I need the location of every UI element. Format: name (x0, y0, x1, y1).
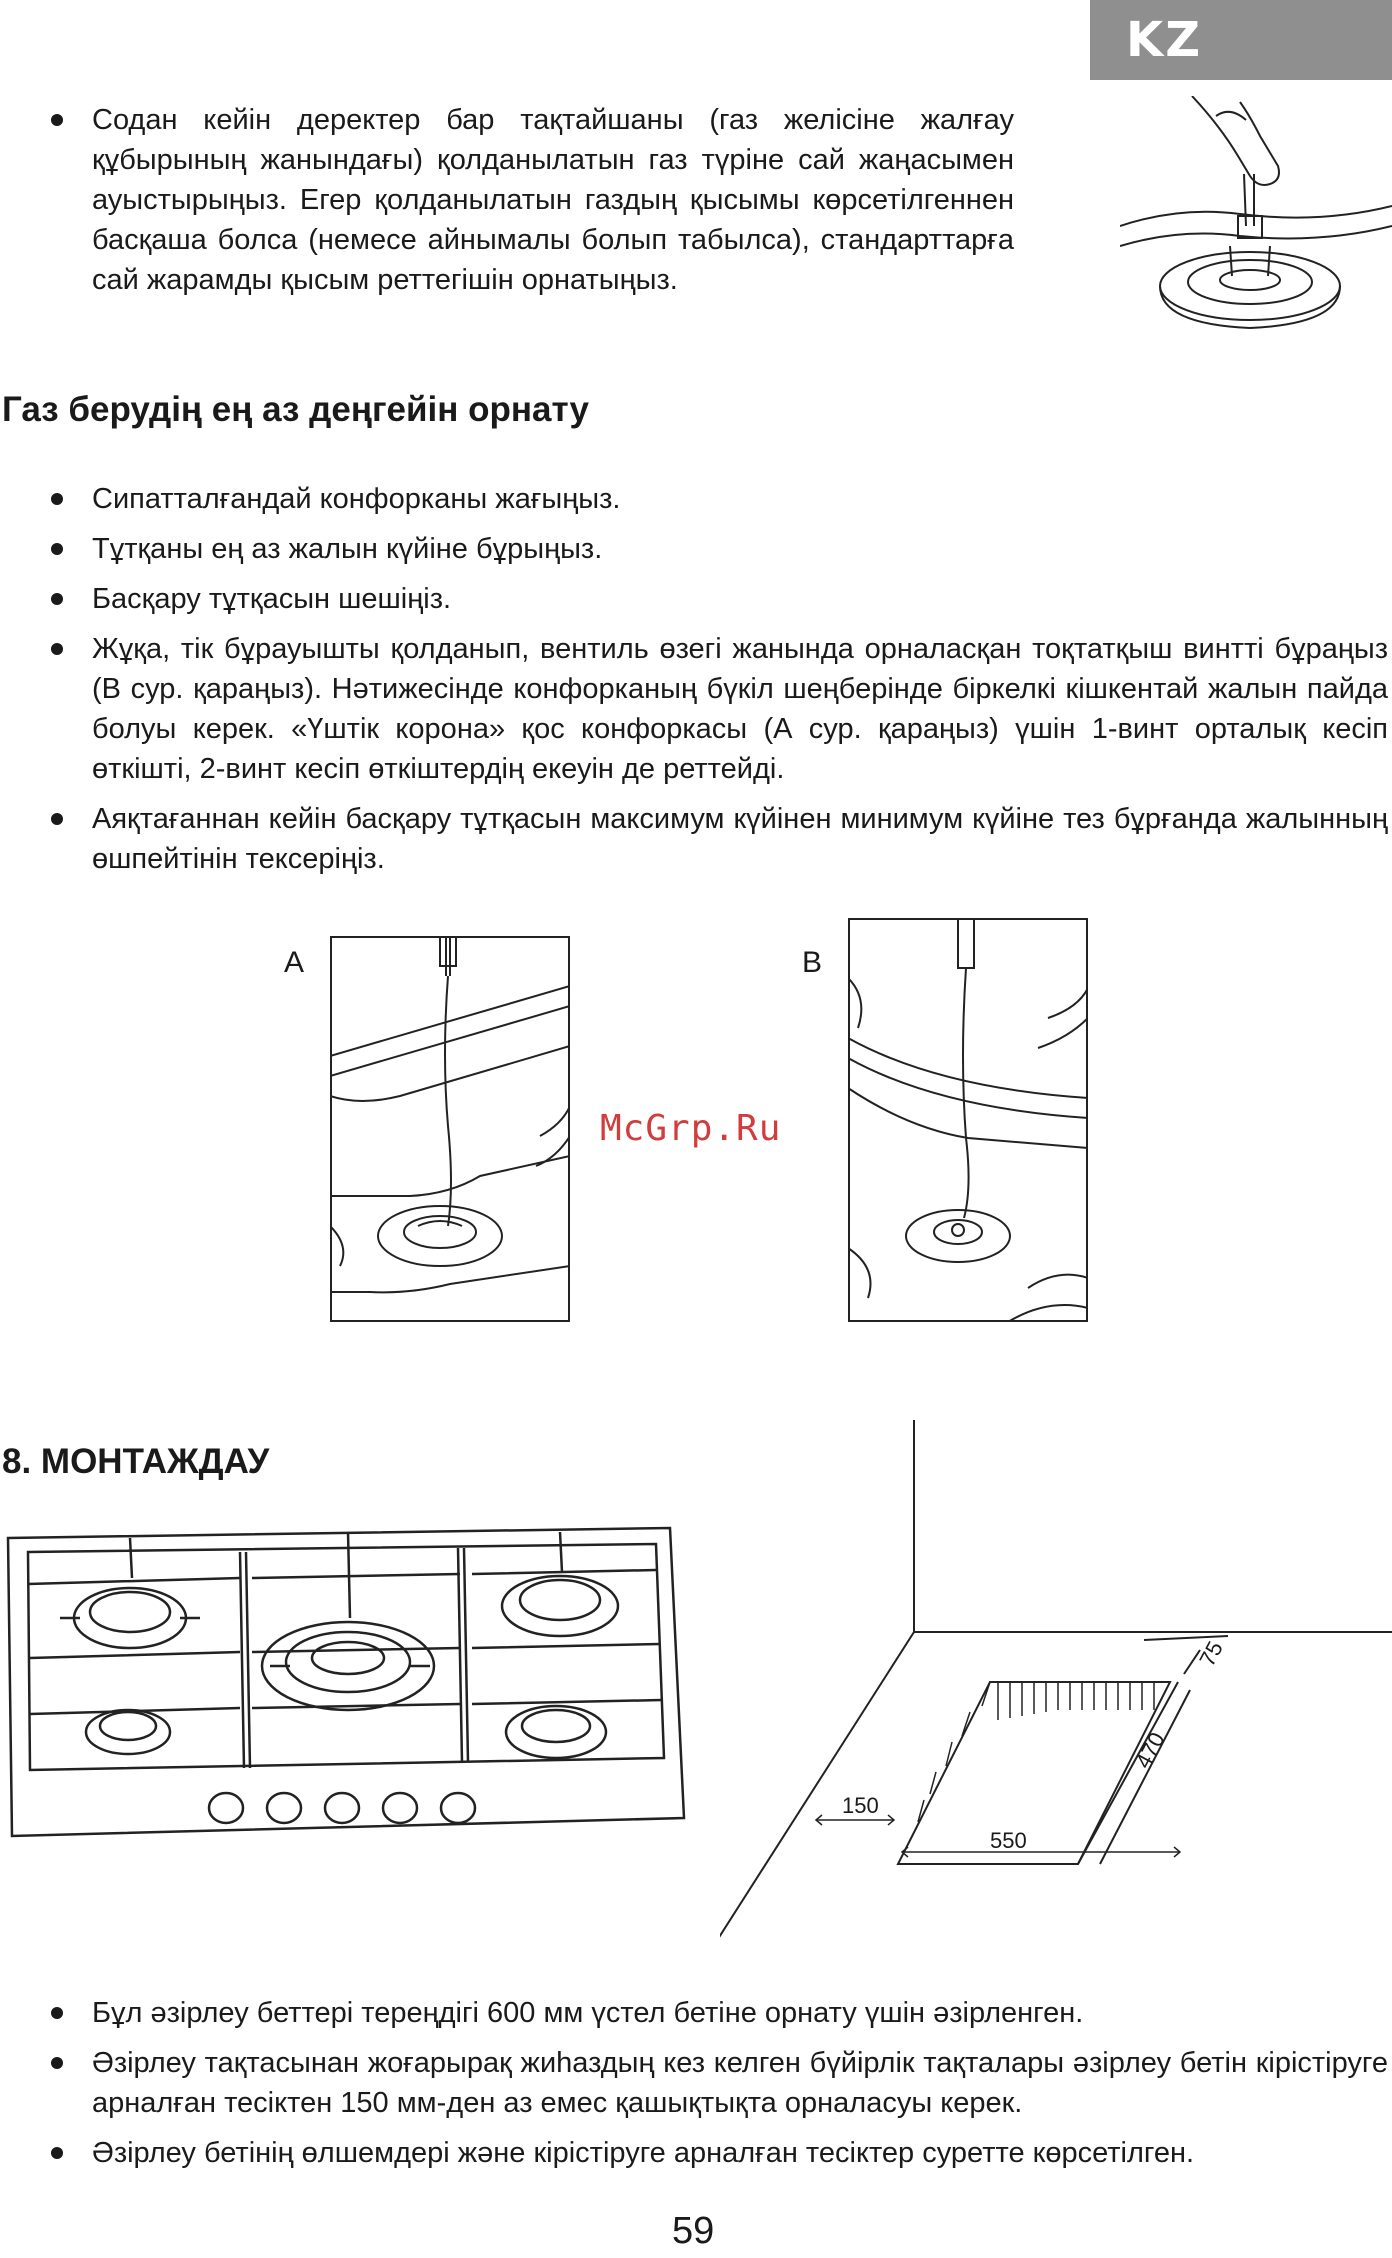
dimension-width: 550 (990, 1828, 1027, 1853)
installation-bullet-3: Әзірлеу бетінің өлшемдері және кірістіруге арналған тесіктер суретте көрсетілген. (44, 2133, 1388, 2173)
min-gas-bullet-3: Басқару тұтқасын шешіңіз. (44, 579, 1388, 619)
min-gas-title: Газ берудің ең аз деңгейін орнату (2, 390, 589, 429)
figure-a-illustration (330, 936, 570, 1322)
min-gas-bullet-5: Аяқтағаннан кейін басқару тұтқасын максимум күйінен минимум күйіне тез бұрғанда жалынның өшпейтінін тексеріңіз. (44, 799, 1388, 879)
page-number: 59 (672, 2210, 715, 2252)
figure-b-illustration (848, 918, 1088, 1322)
installation-bullet-2: Әзірлеу тақтасынан жоғарырақ жиһаздың кез келген бүйірлік тақталары әзірлеу бетін кірістіруге арналған тесіктен 150 мм-ден аз емес қашықтықта орналасуы керек. (44, 2043, 1388, 2123)
installation-list (44, 1993, 1388, 2183)
installation-bullet-1: Бұл әзірлеу беттері тереңдігі 600 мм үстел бетіне орнату үшін әзірленген. (44, 1993, 1388, 2033)
language-badge (1090, 0, 1392, 80)
figure-a-label: A (284, 946, 305, 979)
min-gas-bullet-1: Сипатталғандай конфорканы жағыңыз. (44, 479, 1388, 519)
hob-illustration (0, 1518, 690, 1868)
dimension-left-gap: 150 (842, 1793, 879, 1818)
min-gas-list (44, 479, 1388, 889)
min-gas-bullet-2: Тұтқаны ең аз жалын күйіне бұрыңыз. (44, 529, 1388, 569)
injector-illustration (1120, 96, 1392, 336)
figure-b-label: B (802, 946, 823, 979)
dimension-back-gap: 75 (1194, 1636, 1228, 1671)
intro-bullet: Содан кейін деректер бар тақтайшаны (газ желісіне жалғау құбырының жанындағы) қолданылатын газ түріне сай жаңасымен ауыстырыңыз. Егер қолданылатын газдың қысымы көрсетілгеннен басқаша болса (немесе айнымалы болып табылса), стандарттарға сай жарамды қысым реттегішін орнатыңыз. (44, 100, 1014, 300)
min-gas-bullet-4: Жұқа, тік бұрауышты қолданып, вентиль өзегі жанында орналасқан тоқтатқыш винтті бұраңыз (В сур. қараңыз). Нәтижесінде конфорканың бүкіл шеңберінде біркелкі кішкентай жалын пайда болуы керек. «Үштік корона» қос конфоркасы (А сур. қараңыз) үшін 1-винт орталық кесіп өткішті, 2-винт кесіп өткіштердің екеуін де реттейді. (44, 629, 1388, 789)
dimension-depth: 470 (1130, 1728, 1170, 1773)
watermark: McGrp.Ru (600, 1108, 782, 1149)
intro-list (44, 100, 1014, 310)
installation-title: 8. МОНТАЖДАУ (2, 1442, 270, 1481)
language-badge-label: KZ (1126, 12, 1202, 68)
cutout-diagram (720, 1420, 1392, 1950)
